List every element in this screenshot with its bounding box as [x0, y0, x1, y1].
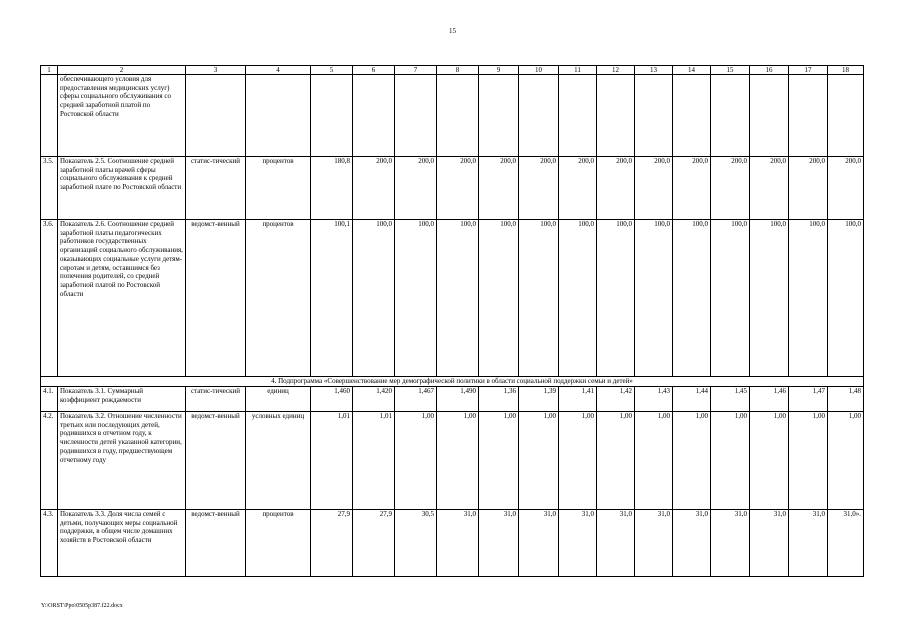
- unit-cell: условных единиц: [246, 412, 311, 510]
- value-cell: [437, 75, 479, 157]
- value-cell: 200,0: [750, 157, 789, 220]
- value-cell: 1,00: [395, 412, 437, 510]
- indicator-name-cell: Показатель 3.1. Суммарный коэффициент рождаемости: [58, 387, 186, 412]
- value-cell: 31,0: [711, 510, 750, 577]
- value-cell: 1,00: [437, 412, 479, 510]
- value-cell: 100,0: [828, 220, 864, 377]
- data-source-cell: ведомст-венный: [186, 510, 246, 577]
- value-cell: 1,00: [635, 412, 673, 510]
- value-cell: 100,0: [559, 220, 597, 377]
- value-cell: 1,00: [479, 412, 519, 510]
- data-source-cell: статис-тический: [186, 157, 246, 220]
- value-cell: 1,00: [597, 412, 635, 510]
- column-header: 6: [353, 66, 395, 75]
- value-cell: 1,36: [479, 387, 519, 412]
- column-header: 3: [186, 66, 246, 75]
- column-header: 16: [750, 66, 789, 75]
- value-cell: 200,0: [437, 157, 479, 220]
- value-cell: 100,0: [673, 220, 711, 377]
- column-header: 18: [828, 66, 864, 75]
- column-header: 9: [479, 66, 519, 75]
- value-cell: 1,46: [750, 387, 789, 412]
- value-cell: [519, 75, 559, 157]
- value-cell: 1,41: [559, 387, 597, 412]
- table-row: [41, 387, 864, 412]
- subprogram-row: [41, 377, 864, 387]
- column-header: 1: [41, 66, 58, 75]
- value-cell: 200,0: [559, 157, 597, 220]
- value-cell: 31,0: [519, 510, 559, 577]
- value-cell: 200,0: [395, 157, 437, 220]
- column-header: 15: [711, 66, 750, 75]
- value-cell: 100,1: [311, 220, 353, 377]
- row-number-cell: 4.1.: [41, 387, 58, 412]
- value-cell: 200,0: [635, 157, 673, 220]
- value-cell: 31,0: [437, 510, 479, 577]
- value-cell: 100,0: [711, 220, 750, 377]
- value-cell: 31,0».: [828, 510, 864, 577]
- value-cell: [311, 75, 353, 157]
- value-cell: 1,467: [395, 387, 437, 412]
- value-cell: [635, 75, 673, 157]
- data-source-cell: ведомст-венный: [186, 220, 246, 377]
- value-cell: 1,00: [789, 412, 828, 510]
- table-row: [41, 412, 864, 510]
- value-cell: 1,01: [311, 412, 353, 510]
- column-header: 4: [246, 66, 311, 75]
- value-cell: 200,0: [789, 157, 828, 220]
- value-cell: 200,0: [597, 157, 635, 220]
- value-cell: 27,9: [311, 510, 353, 577]
- value-cell: [479, 75, 519, 157]
- value-cell: 31,0: [789, 510, 828, 577]
- value-cell: 31,0: [597, 510, 635, 577]
- unit-cell: процентов: [246, 510, 311, 577]
- value-cell: 1,00: [519, 412, 559, 510]
- value-cell: [789, 75, 828, 157]
- value-cell: 100,0: [519, 220, 559, 377]
- value-cell: [597, 75, 635, 157]
- value-cell: [711, 75, 750, 157]
- value-cell: 1,47: [789, 387, 828, 412]
- indicator-name-cell: Показатель 2.6. Соотношение средней заработной платы педагогических работников государственных организаций социального обслуживания, оказывающих социальные услуги детям-сиротам и детям, оставшимся без попечения родителей, со средней заработной платой по Ростовской области: [58, 220, 186, 377]
- value-cell: 100,0: [789, 220, 828, 377]
- value-cell: 100,0: [395, 220, 437, 377]
- column-header: 13: [635, 66, 673, 75]
- row-number-cell: 3.5.: [41, 157, 58, 220]
- row-number-cell: 4.2.: [41, 412, 58, 510]
- indicator-name-cell: Показатель 2.5. Соотношение средней заработной платы врачей сферы социального обслуживания к средней заработной плате по Ростовской области: [58, 157, 186, 220]
- table-row: [41, 157, 864, 220]
- table-body: [41, 75, 864, 577]
- value-cell: 1,420: [353, 387, 395, 412]
- value-cell: 31,0: [559, 510, 597, 577]
- unit-cell: [246, 75, 311, 157]
- value-cell: 1,01: [353, 412, 395, 510]
- value-cell: 200,0: [828, 157, 864, 220]
- value-cell: [559, 75, 597, 157]
- value-cell: [395, 75, 437, 157]
- column-header: 7: [395, 66, 437, 75]
- column-header: 11: [559, 66, 597, 75]
- value-cell: 1,43: [635, 387, 673, 412]
- value-cell: 180,8: [311, 157, 353, 220]
- value-cell: 100,0: [750, 220, 789, 377]
- value-cell: 31,0: [635, 510, 673, 577]
- value-cell: 100,0: [597, 220, 635, 377]
- data-source-cell: ведомст-венный: [186, 412, 246, 510]
- value-cell: 200,0: [353, 157, 395, 220]
- header-row: [41, 66, 864, 75]
- value-cell: 200,0: [711, 157, 750, 220]
- value-cell: [673, 75, 711, 157]
- value-cell: 1,00: [828, 412, 864, 510]
- value-cell: 1,00: [750, 412, 789, 510]
- value-cell: 31,0: [479, 510, 519, 577]
- value-cell: 100,0: [635, 220, 673, 377]
- value-cell: 1,39: [519, 387, 559, 412]
- table-row: [41, 510, 864, 577]
- indicators-table: [40, 65, 864, 577]
- value-cell: 31,0: [673, 510, 711, 577]
- subprogram-title: 4. Подпрограмма «Совершенствование мер демографической политики в области социальной поддержки семьи и детей»: [41, 377, 864, 387]
- value-cell: 100,0: [479, 220, 519, 377]
- indicator-name-cell: Показатель 3.2. Отношение численности третьих или последующих детей, родившихся в отчетном году, к численности детей указанной категории, родившихся в году, предшествующем отчетному году: [58, 412, 186, 510]
- value-cell: 1,00: [673, 412, 711, 510]
- value-cell: 1,00: [711, 412, 750, 510]
- table-row: [41, 75, 864, 157]
- unit-cell: процентов: [246, 157, 311, 220]
- page-number: 15: [449, 27, 456, 35]
- value-cell: 30,5: [395, 510, 437, 577]
- value-cell: [750, 75, 789, 157]
- value-cell: 100,0: [437, 220, 479, 377]
- column-header: 10: [519, 66, 559, 75]
- column-header: 14: [673, 66, 711, 75]
- value-cell: [828, 75, 864, 157]
- unit-cell: процентов: [246, 220, 311, 377]
- row-number-cell: 4.3.: [41, 510, 58, 577]
- data-source-cell: [186, 75, 246, 157]
- column-header: 5: [311, 66, 353, 75]
- data-source-cell: статис-тический: [186, 387, 246, 412]
- column-header: 17: [789, 66, 828, 75]
- column-header: 8: [437, 66, 479, 75]
- value-cell: [353, 75, 395, 157]
- value-cell: 1,44: [673, 387, 711, 412]
- row-number-cell: 3.6.: [41, 220, 58, 377]
- value-cell: 200,0: [673, 157, 711, 220]
- value-cell: 1,490: [437, 387, 479, 412]
- value-cell: 31,0: [750, 510, 789, 577]
- value-cell: 1,45: [711, 387, 750, 412]
- row-number-cell: [41, 75, 58, 157]
- column-header: 12: [597, 66, 635, 75]
- unit-cell: единиц: [246, 387, 311, 412]
- value-cell: 1,00: [559, 412, 597, 510]
- table-row: [41, 220, 864, 377]
- indicator-name-cell: обеспечивающего условия для предоставления медицинских услуг) сферы социального обслуживания со средней заработной платой по Ростовской области: [58, 75, 186, 157]
- value-cell: 200,0: [519, 157, 559, 220]
- indicator-name-cell: Показатель 3.3. Доля числа семей с детьми, получающих меры социальной поддержки, в общем числе домашних хозяйств в Ростовской области: [58, 510, 186, 577]
- value-cell: 27,9: [353, 510, 395, 577]
- file-path-footer: Y:\ORST\Ppo\0505p387.f22.docx: [41, 603, 123, 609]
- value-cell: 1,42: [597, 387, 635, 412]
- value-cell: 1,460: [311, 387, 353, 412]
- value-cell: 200,0: [479, 157, 519, 220]
- column-header: 2: [58, 66, 186, 75]
- value-cell: 1,48: [828, 387, 864, 412]
- table-header: [41, 66, 864, 75]
- value-cell: 100,0: [353, 220, 395, 377]
